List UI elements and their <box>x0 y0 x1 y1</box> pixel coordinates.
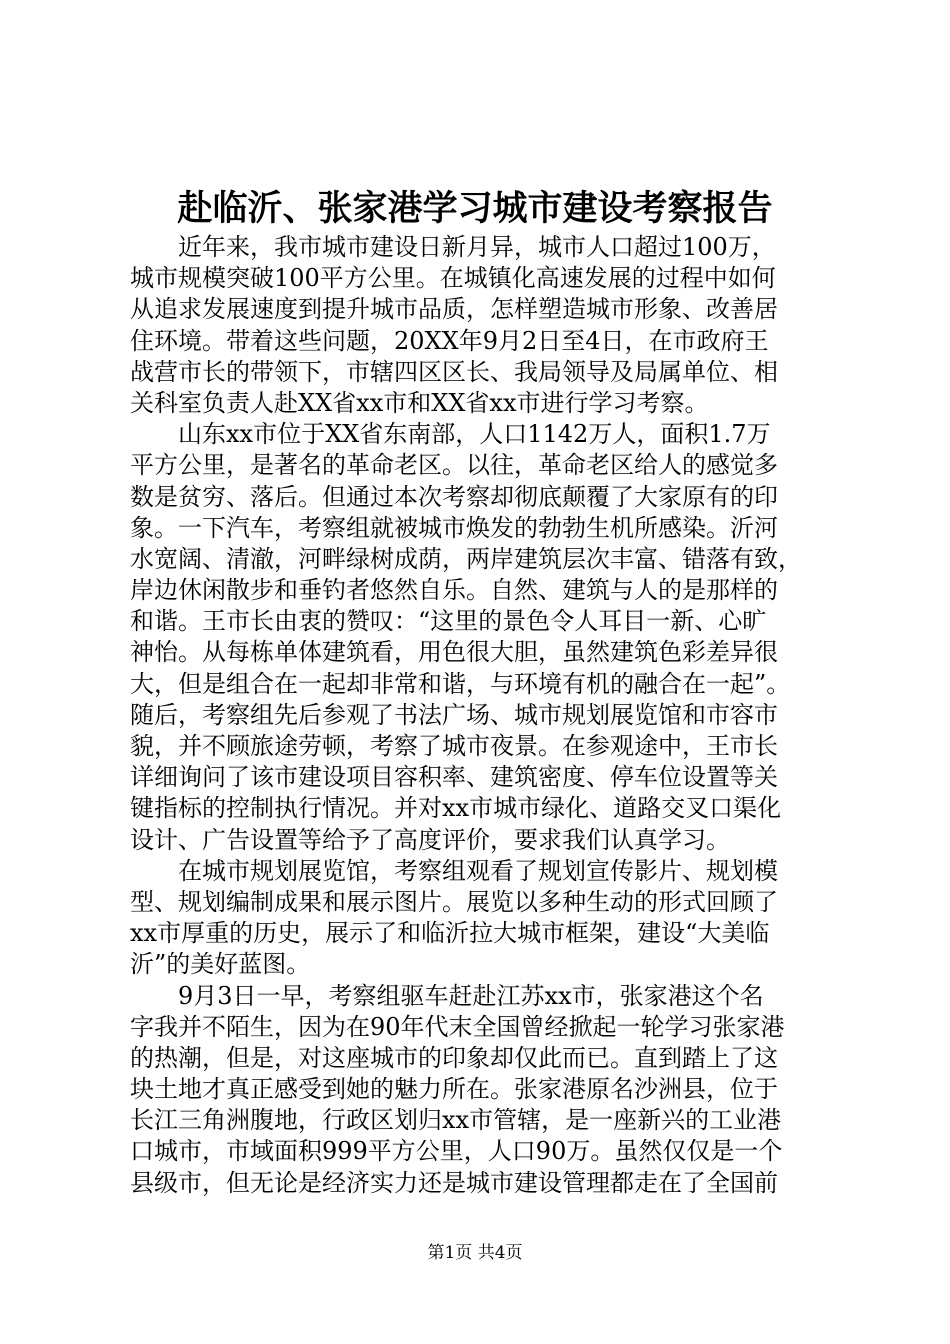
text-line: 平方公里，是著名的革命老区。以往，革命老区给人的感觉多 <box>130 451 778 480</box>
text-line: 貌，并不顾旅途劳顿，考察了城市夜景。在参观途中，王市长 <box>130 732 778 760</box>
text-line: 型、规划编制成果和展示图片。展览以多种生动的形式回顾了 <box>130 887 778 916</box>
text-line: 的热潮，但是，对这座城市的印象却仅此而已。直到踏上了这 <box>130 1043 778 1072</box>
text-line: 和谐。王市长由衷的赞叹：“这里的景色令人耳目一新、心旷 <box>130 607 767 636</box>
text-line: 长江三角洲腹地，行政区划归xx市管辖，是一座新兴的工业港 <box>130 1106 782 1135</box>
document-title: 赴临沂、张家港学习城市建设考察报告 <box>177 188 773 229</box>
text-line: 关科室负责人赴XX省xx市和XX省xx市进行学习考察。 <box>130 388 709 417</box>
text-line: 山东xx市位于XX省东南部，人口1142万人，面积1.7万 <box>130 420 771 449</box>
page-number-footer: 第1页 共4页 <box>427 1243 523 1263</box>
paragraph-2 <box>130 419 830 856</box>
text-line: 从追求发展速度到提升城市品质，怎样塑造城市形象、改善居 <box>130 295 778 324</box>
text-line: 沂”的美好蓝图。 <box>130 950 311 979</box>
text-line: 9月3日一早，考察组驱车赶赴江苏xx市，张家港这个名 <box>130 981 764 1010</box>
text-line: 字我并不陌生，因为在90年代末全国曾经掀起一轮学习张家港 <box>130 1012 785 1041</box>
text-line: 在城市规划展览馆，考察组观看了规划宣传影片、规划模 <box>130 856 778 885</box>
text-line: 象。一下汽车，考察组就被城市焕发的勃勃生机所感染。沂河 <box>130 513 778 542</box>
paragraph-3 <box>130 856 830 981</box>
text-line: 住环境。带着这些问题，20XX年9月2日至4日，在市政府王 <box>130 326 769 355</box>
document-body <box>130 232 830 1199</box>
text-line: 岸边休闲散步和垂钓者悠然自乐。自然、建筑与人的是那样的 <box>130 576 778 605</box>
text-line: 块土地才真正感受到她的魅力所在。张家港原名沙洲县，位于 <box>130 1075 778 1104</box>
text-line: 县级市，但无论是经济实力还是城市建设管理都走在了全国前 <box>130 1168 778 1197</box>
text-line: 城市规模突破100平方公里。在城镇化高速发展的过程中如何 <box>130 264 776 293</box>
text-line: 战营市长的带领下，市辖四区区长、我局领导及局属单位、相 <box>130 357 778 386</box>
text-line: 水宽阔、清澈，河畔绿树成荫，两岸建筑层次丰富、错落有致， <box>130 544 802 573</box>
text-line: 随后，考察组先后参观了书法广场、城市规划展览馆和市容市 <box>130 700 778 729</box>
text-line: 设计、广告设置等给予了高度评价，要求我们认真学习。 <box>130 825 730 854</box>
text-line: 数是贫穷、落后。但通过本次考察却彻底颠覆了大家原有的印 <box>130 482 778 511</box>
text-line: 大，但是组合在一起却非常和谐，与环境有机的融合在一起”。 <box>130 669 791 698</box>
text-line: 口城市，市域面积999平方公里，人口90万。虽然仅仅是一个 <box>130 1137 783 1166</box>
paragraph-4 <box>130 981 830 1199</box>
text-line: xx市厚重的历史，展示了和临沂拉大城市框架，建设“大美临 <box>130 919 770 948</box>
text-line: 神怡。从每栋单体建筑看，用色很大胆，虽然建筑色彩差异很 <box>130 638 778 667</box>
text-line: 键指标的控制执行情况。并对xx市城市绿化、道路交叉口渠化 <box>130 794 782 823</box>
text-line: 近年来，我市城市建设日新月异，城市人口超过100万， <box>130 233 776 261</box>
paragraph-1 <box>130 232 830 419</box>
text-line: 详细询问了该市建设项目容积率、建筑密度、停车位设置等关 <box>130 763 778 792</box>
